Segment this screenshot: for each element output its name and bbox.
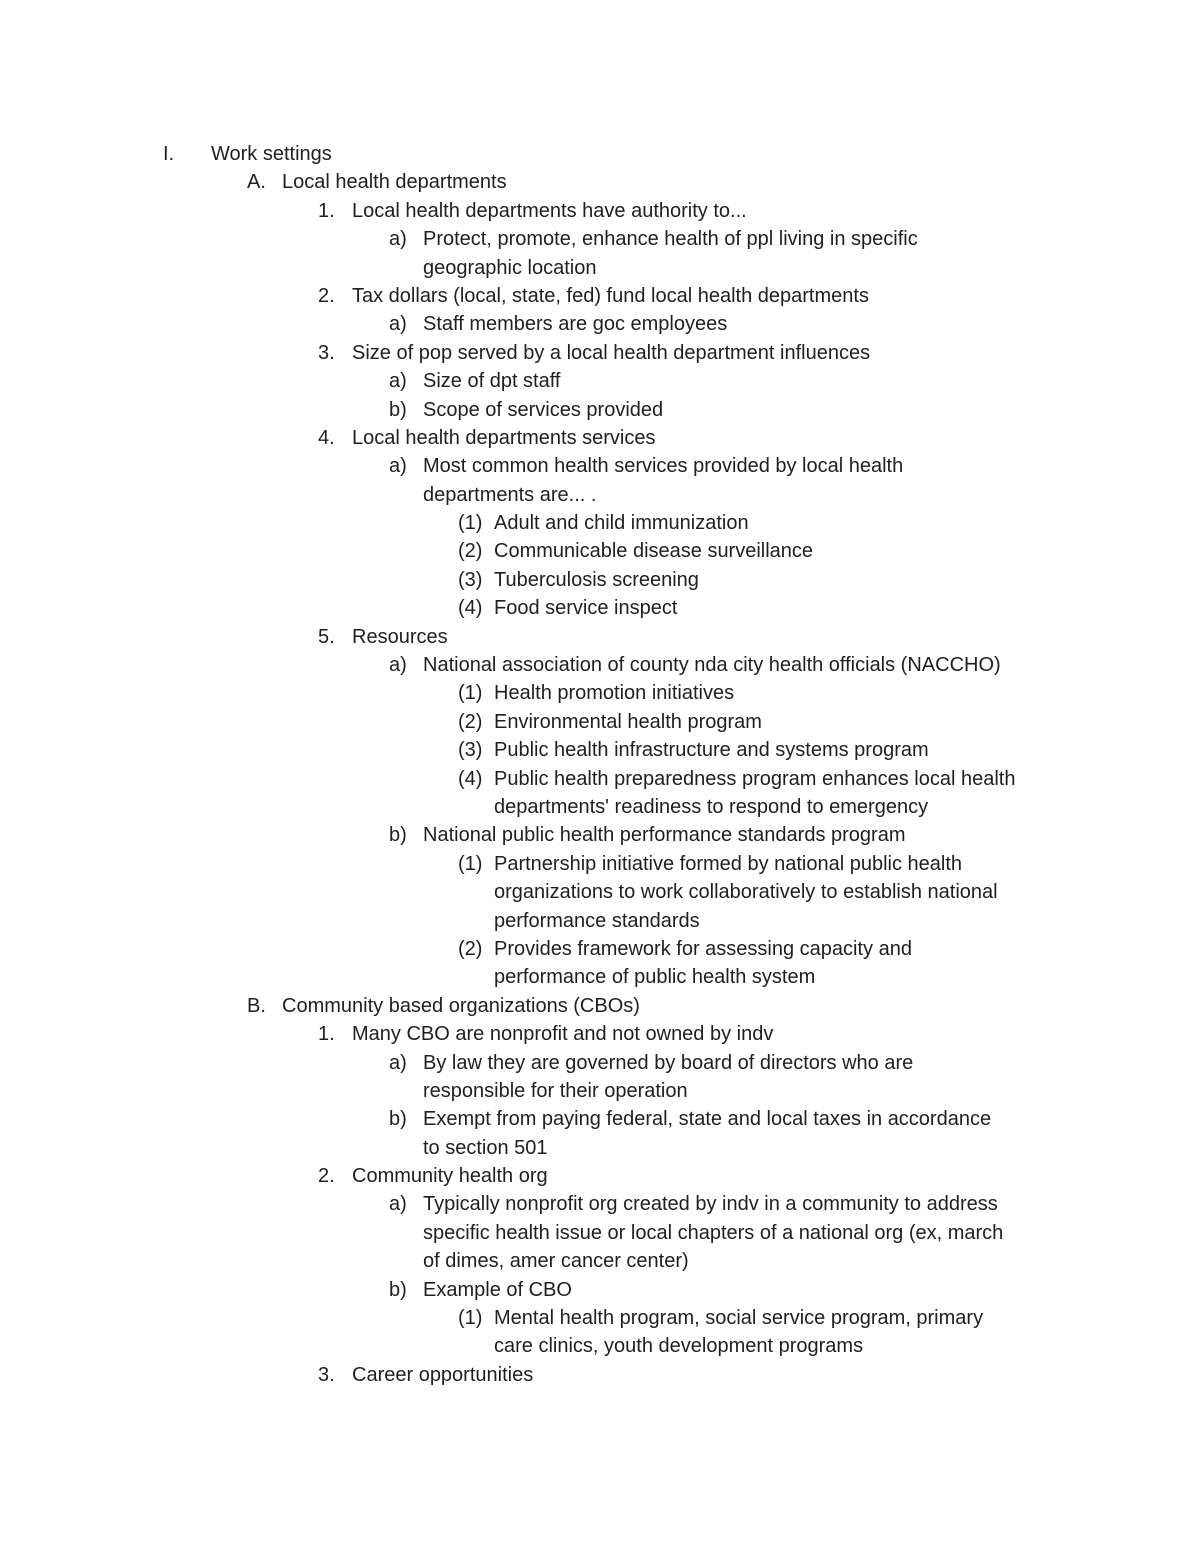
outline-line — [0, 310, 1200, 338]
outline-line — [0, 168, 1200, 196]
outline-text: Tuberculosis screening — [494, 568, 699, 591]
outline-text: Environmental health program — [494, 710, 762, 733]
outline-text: Work settings — [211, 143, 332, 165]
outline-text: Exempt from paying federal, state and local taxes in accordance — [423, 1108, 992, 1131]
outline-text: Tax dollars (local, state, fed) fund local health departments — [352, 284, 869, 307]
outline-marker: a) — [389, 455, 407, 478]
outline-marker: 3. — [318, 341, 335, 364]
outline-marker: (2) — [458, 710, 483, 733]
outline-line — [0, 736, 1200, 764]
outline-text: Adult and child immunization — [494, 512, 749, 535]
outline-line — [0, 935, 1200, 963]
outline-text: to section 501 — [423, 1136, 548, 1159]
outline-marker: (2) — [458, 540, 483, 563]
outline-text: Typically nonprofit org created by indv in a community to address — [423, 1193, 998, 1216]
outline-text: Local health departments — [282, 171, 507, 194]
outline-marker: (3) — [458, 568, 483, 591]
outline-text: of dimes, amer cancer center) — [423, 1250, 689, 1273]
outline-text: Example of CBO — [423, 1278, 572, 1301]
outline-line — [0, 907, 1200, 935]
outline-marker: 1. — [318, 1023, 335, 1046]
outline-line — [0, 140, 1200, 168]
outline-line — [0, 821, 1200, 849]
outline-marker: 2. — [318, 284, 335, 307]
outline-marker: a) — [389, 1051, 407, 1074]
outline-line — [0, 1332, 1200, 1360]
outline-line — [0, 254, 1200, 282]
outline-line — [0, 424, 1200, 452]
outline-line — [0, 537, 1200, 565]
outline-line — [0, 623, 1200, 651]
outline-line — [0, 878, 1200, 906]
outline-text: specific health issue or local chapters of a national org (ex, march — [423, 1221, 1004, 1244]
outline-marker: (1) — [458, 1307, 483, 1330]
outline-text: Protect, promote, enhance health of ppl living in specific — [423, 228, 918, 251]
outline-text: National association of county nda city health officials (NACCHO) — [423, 654, 1001, 677]
outline-text: Provides framework for assessing capacity and — [494, 937, 912, 960]
outline-marker: a) — [389, 654, 407, 677]
outline-marker: 1. — [318, 199, 335, 222]
outline-text: Community health org — [352, 1165, 548, 1188]
outline-line — [0, 992, 1200, 1020]
outline-line — [0, 566, 1200, 594]
outline-text: Local health departments services — [352, 426, 656, 449]
outline-line — [0, 1219, 1200, 1247]
outline-text: Local health departments have authority to... — [352, 199, 747, 222]
outline-line — [0, 1162, 1200, 1190]
outline-text: Health promotion initiatives — [494, 682, 735, 705]
outline-line — [0, 1361, 1200, 1389]
outline-line — [0, 594, 1200, 622]
outline-marker: b) — [389, 1278, 407, 1301]
outline-marker: (1) — [458, 852, 483, 875]
outline-line — [0, 481, 1200, 509]
outline-text: Mental health program, social service program, primary — [494, 1307, 984, 1330]
outline-line — [0, 197, 1200, 225]
outline-line — [0, 708, 1200, 736]
outline-line — [0, 452, 1200, 480]
outline-text: departments' readiness to respond to emergency — [494, 795, 929, 818]
outline-line — [0, 679, 1200, 707]
outline-marker: 5. — [318, 625, 335, 648]
outline-text: performance standards — [494, 909, 700, 932]
outline-line — [0, 1247, 1200, 1275]
outline-line — [0, 850, 1200, 878]
outline-line — [0, 282, 1200, 310]
outline-text: geographic location — [423, 256, 597, 279]
outline-text: Size of pop served by a local health department influences — [352, 341, 871, 364]
outline-text: Partnership initiative formed by national public health — [494, 852, 963, 875]
outline-line — [0, 651, 1200, 679]
outline-line — [0, 1190, 1200, 1218]
outline-text: care clinics, youth development programs — [494, 1335, 864, 1358]
outline-marker: b) — [389, 824, 407, 847]
outline-marker: I. — [163, 143, 175, 165]
outline-marker: b) — [389, 1108, 407, 1131]
outline-line — [0, 793, 1200, 821]
outline-line — [0, 1049, 1200, 1077]
outline-marker: 4. — [318, 426, 335, 449]
outline-text: Size of dpt staff — [423, 370, 561, 393]
outline-marker: 3. — [318, 1363, 335, 1386]
outline-text: By law they are governed by board of directors who are — [423, 1051, 914, 1074]
outline-marker: a) — [389, 313, 407, 336]
outline-marker: (2) — [458, 937, 483, 960]
outline-marker: B. — [247, 994, 266, 1017]
outline-text: Scope of services provided — [423, 398, 664, 421]
outline-line — [0, 396, 1200, 424]
outline-text: responsible for their operation — [423, 1079, 688, 1102]
outline-line — [0, 765, 1200, 793]
document-page — [0, 140, 1200, 1389]
outline-text: Public health preparedness program enhances local health — [494, 767, 1016, 790]
outline-text: National public health performance standards program — [423, 824, 906, 847]
outline-text: Public health infrastructure and systems program — [494, 739, 929, 762]
outline-text: Communicable disease surveillance — [494, 540, 814, 563]
outline-line — [0, 509, 1200, 537]
outline-text: Career opportunities — [352, 1363, 534, 1386]
outline-line — [0, 1304, 1200, 1332]
outline-marker: (1) — [458, 682, 483, 705]
outline-text: Resources — [352, 625, 448, 648]
outline-text: Many CBO are nonprofit and not owned by indv — [352, 1023, 774, 1046]
outline-line — [0, 1105, 1200, 1133]
outline-text: Community based organizations (CBOs) — [282, 994, 640, 1017]
outline-marker: a) — [389, 1193, 407, 1216]
outline-line — [0, 367, 1200, 395]
outline-marker: (4) — [458, 597, 483, 620]
outline-line — [0, 963, 1200, 991]
outline-marker: a) — [389, 228, 407, 251]
outline-marker: a) — [389, 370, 407, 393]
outline-text: Staff members are goc employees — [423, 313, 728, 336]
outline-line — [0, 1276, 1200, 1304]
outline-text: organizations to work collaboratively to establish national — [494, 881, 998, 904]
outline-line — [0, 225, 1200, 253]
outline-line — [0, 1020, 1200, 1048]
outline-line — [0, 1134, 1200, 1162]
outline-marker: (3) — [458, 739, 483, 762]
outline-text: Food service inspect — [494, 597, 678, 620]
outline-marker: (1) — [458, 512, 483, 535]
outline-text: departments are... . — [423, 483, 597, 506]
outline-line — [0, 1077, 1200, 1105]
outline-marker: A. — [247, 171, 266, 194]
outline-line — [0, 339, 1200, 367]
outline-text: Most common health services provided by local health — [423, 455, 904, 478]
outline-marker: b) — [389, 398, 407, 421]
outline-marker: (4) — [458, 767, 483, 790]
outline-text: performance of public health system — [494, 966, 816, 989]
outline-marker: 2. — [318, 1165, 335, 1188]
